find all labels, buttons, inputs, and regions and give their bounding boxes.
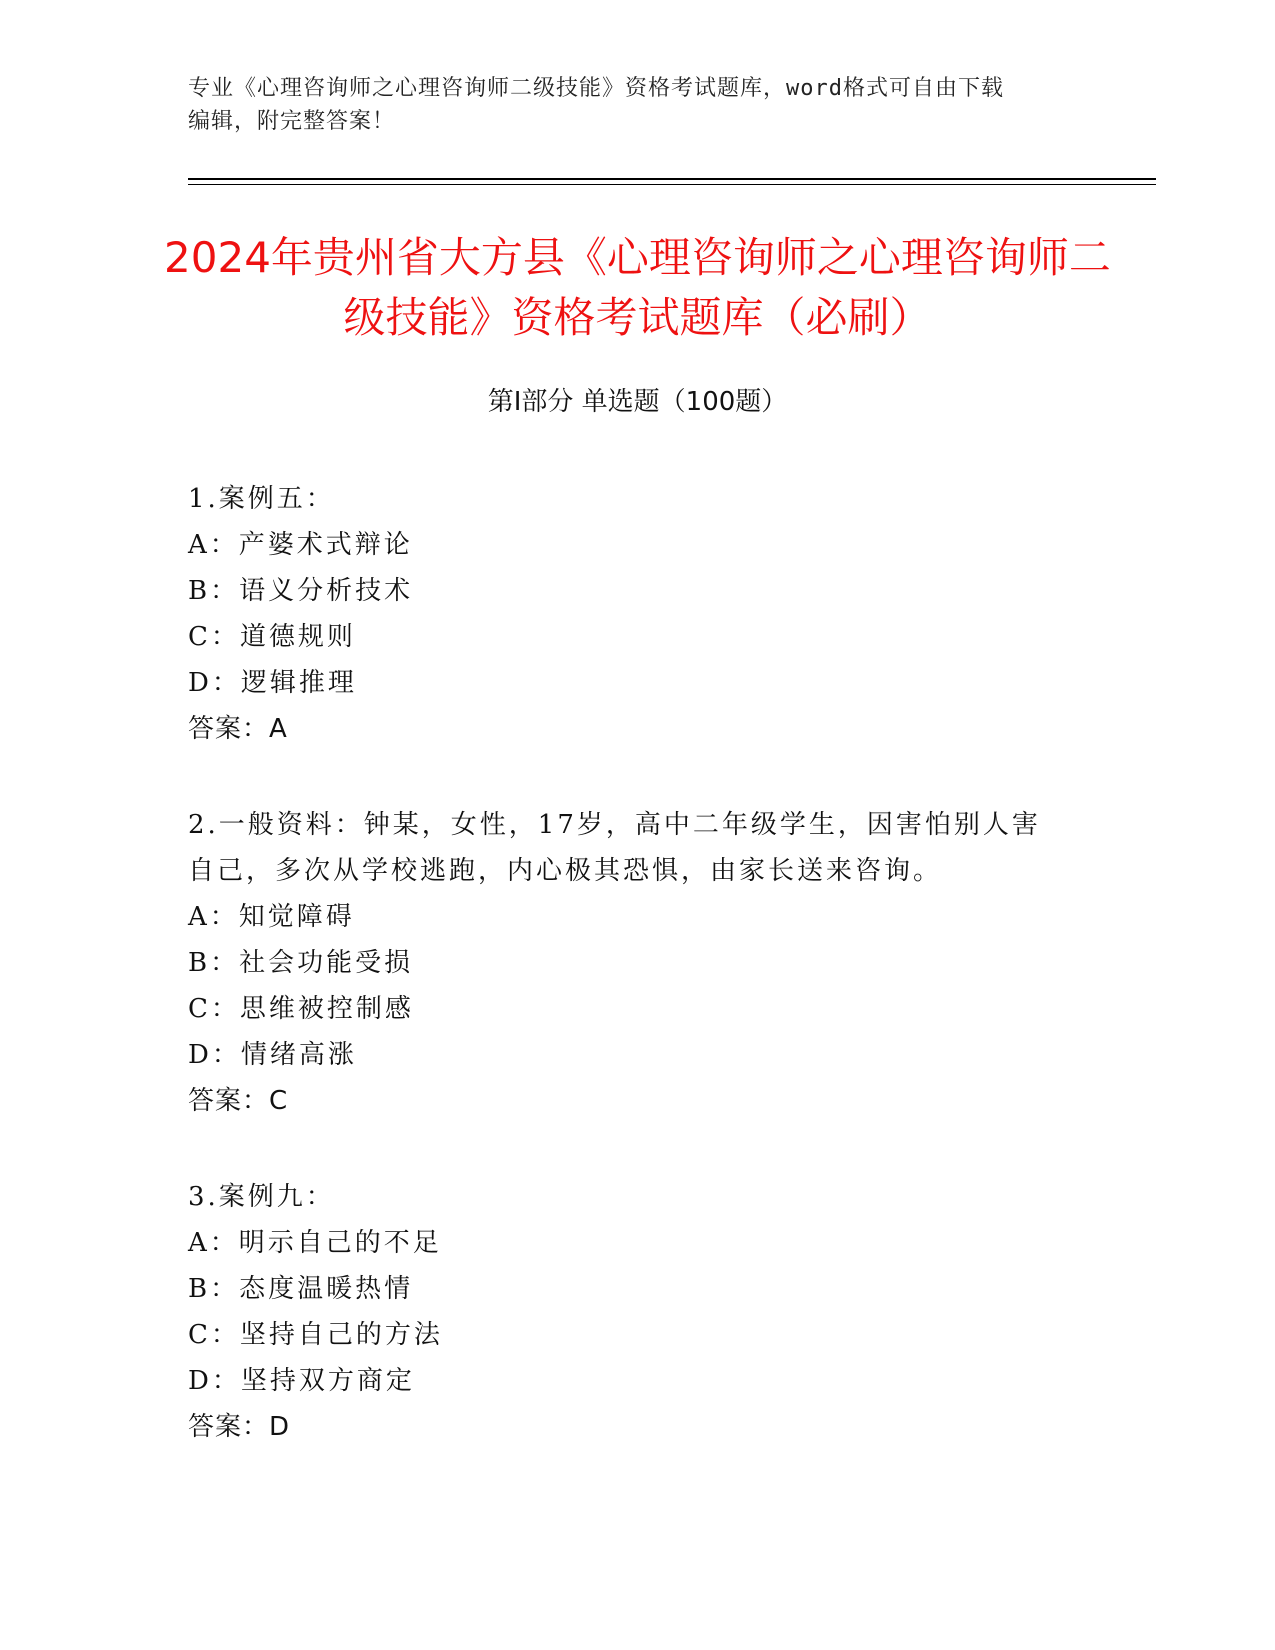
question-2	[188, 802, 1068, 1124]
header-note	[188, 72, 1088, 138]
option-d: D：情绪高涨	[188, 1040, 357, 1070]
option-a: A：明示自己的不足	[188, 1228, 442, 1258]
option-d: D：坚持双方商定	[188, 1366, 415, 1396]
option-b: B：态度温暖热情	[188, 1274, 414, 1304]
option-c: C：道德规则	[188, 622, 356, 652]
option-c: C：坚持自己的方法	[188, 1320, 443, 1350]
header-note-line2: 编辑，附完整答案！	[188, 109, 396, 134]
section-title: 第Ⅰ部分 单选题（100题）	[487, 387, 788, 417]
answer: 答案：A	[188, 714, 288, 744]
question-1	[188, 476, 1068, 752]
question-list	[188, 476, 1068, 1500]
option-b: B：语义分析技术	[188, 576, 414, 606]
answer: 答案：D	[188, 1412, 291, 1442]
header-note-line1: 专业《心理咨询师之心理咨询师二级技能》资格考试题库，word格式可自由下载	[188, 76, 1004, 101]
question-stem: 2.一般资料：钟某，女性，17岁，高中二年级学生，因害怕别人害自己，多次从学校逃跑，内心极其恐惧，由家长送来咨询。	[188, 810, 1041, 886]
document-title: 2024年贵州省大方县《心理咨询师之心理咨询师二级技能》资格考试题库（必刷）	[164, 233, 1111, 342]
option-a: A：知觉障碍	[188, 902, 355, 932]
option-a: A：产婆术式辩论	[188, 530, 413, 560]
option-d: D：逻辑推理	[188, 668, 357, 698]
option-c: C：思维被控制感	[188, 994, 414, 1024]
header-divider-thin	[188, 184, 1156, 185]
question-stem: 1.案例五：	[188, 484, 335, 514]
option-b: B：社会功能受损	[188, 948, 414, 978]
header-divider-thick	[188, 178, 1156, 180]
question-3	[188, 1174, 1068, 1450]
question-stem: 3.案例九：	[188, 1182, 335, 1212]
answer: 答案：C	[188, 1086, 289, 1116]
